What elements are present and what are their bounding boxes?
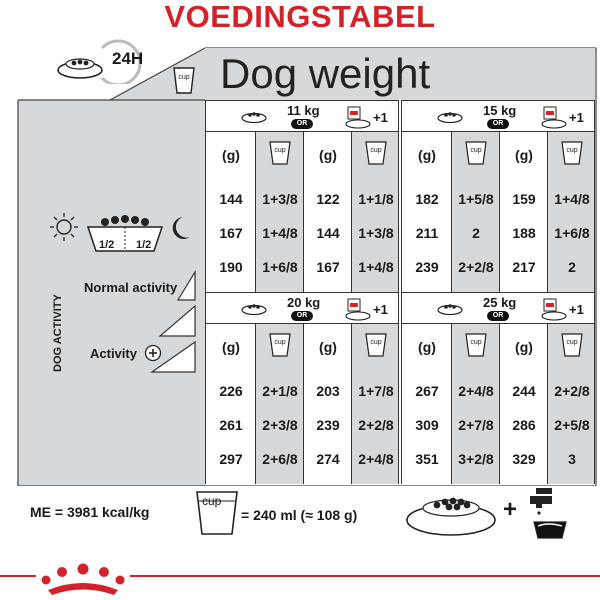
table-cell: 2+6/8 — [262, 451, 298, 467]
weight-value: 20 kg — [287, 295, 321, 310]
svg-text:cup: cup — [470, 147, 482, 154]
grams-header: (g) — [515, 147, 533, 163]
table-cell: 122 — [316, 191, 340, 207]
table-cell: 3 — [568, 451, 576, 467]
svg-text:cup: cup — [566, 339, 578, 346]
table-cell: 1+5/8 — [458, 191, 494, 207]
table-border — [594, 132, 595, 292]
cups-column — [255, 132, 303, 292]
table-cell: 1+6/8 — [262, 259, 298, 275]
table-cell: 182 — [415, 191, 439, 207]
plus-sign: + — [503, 496, 518, 523]
plus-one-label: +1 — [569, 302, 584, 317]
table-cell: 1+3/8 — [262, 191, 298, 207]
grams-header: (g) — [418, 339, 436, 355]
table-cell: 2 — [472, 225, 480, 241]
table-cell: 351 — [415, 451, 439, 467]
table-cell: 2+2/8 — [358, 417, 394, 433]
svg-text:cup: cup — [274, 339, 286, 346]
food-bowl-icon — [50, 34, 170, 84]
activity-label: Activity — [90, 346, 137, 361]
cups-column — [547, 132, 595, 292]
grams-column — [499, 132, 547, 292]
grams-column — [401, 324, 451, 484]
measuring-cup-icon — [364, 332, 388, 358]
table-cell: 188 — [512, 225, 536, 241]
measuring-cup-icon — [560, 332, 584, 358]
grams-header: (g) — [418, 147, 436, 163]
weight-value: 25 kg — [483, 295, 517, 310]
water-tap-icon — [528, 486, 574, 542]
period-label: 24H — [112, 49, 144, 68]
grams-header: (g) — [319, 339, 337, 355]
energy-label: ME = 3981 kcal/kg — [30, 504, 150, 520]
cups-column — [547, 324, 595, 484]
table-cell: 286 — [512, 417, 536, 433]
day-night-icons — [50, 205, 200, 265]
crown-logo — [36, 560, 130, 596]
footer-cup-label: cup — [202, 494, 222, 508]
plus-one-label: +1 — [373, 110, 388, 125]
table-cell: 2+2/8 — [458, 259, 494, 275]
table-cell: 1+7/8 — [358, 383, 394, 399]
table-cell: 203 — [316, 383, 340, 399]
measuring-cup-icon — [364, 140, 388, 166]
food-bowl-icon — [407, 498, 495, 535]
table-cell: 2+3/8 — [262, 417, 298, 433]
table-cell: 190 — [219, 259, 243, 275]
table-cell: 167 — [219, 225, 243, 241]
table-cell: 144 — [316, 225, 340, 241]
table-cell: 2+4/8 — [358, 451, 394, 467]
table-border — [398, 324, 399, 484]
or-badge: OR — [291, 119, 313, 129]
measuring-cup-icon — [464, 332, 488, 358]
measuring-cup-icon — [268, 332, 292, 358]
table-cell: 1+6/8 — [554, 225, 590, 241]
half-left-label: 1/2 — [99, 239, 115, 251]
table-cell: 167 — [316, 259, 340, 275]
plus-one-label: +1 — [569, 110, 584, 125]
measuring-cup-icon — [560, 140, 584, 166]
grams-header: (g) — [222, 339, 240, 355]
measuring-cup-icon — [268, 140, 292, 166]
plus-one-label: +1 — [373, 302, 388, 317]
table-cell: 261 — [219, 417, 243, 433]
table-cell: 267 — [415, 383, 439, 399]
table-cell: 239 — [316, 417, 340, 433]
dog-activity-label: DOG ACTIVITY — [52, 294, 64, 372]
grams-header: (g) — [222, 147, 240, 163]
dog-weight-heading: Dog weight — [220, 50, 431, 97]
cups-column — [451, 132, 499, 292]
table-cell: 297 — [219, 451, 243, 467]
table-cell: 244 — [512, 383, 536, 399]
measuring-cup-icon — [171, 65, 197, 95]
table-cell: 1+4/8 — [262, 225, 298, 241]
food-bowl-icon — [436, 302, 464, 316]
svg-text:cup: cup — [370, 147, 382, 154]
table-cell: 2+4/8 — [458, 383, 494, 399]
weight-value: 15 kg — [483, 103, 517, 118]
table-cell: 239 — [415, 259, 439, 275]
grams-column — [401, 132, 451, 292]
sun-icon — [50, 213, 78, 241]
table-cell: 2+7/8 — [458, 417, 494, 433]
grams-column — [303, 324, 351, 484]
or-badge: OR — [487, 311, 509, 321]
table-cell: 309 — [415, 417, 439, 433]
or-badge: OR — [487, 119, 509, 129]
wet-food-pouch-icon — [344, 105, 374, 129]
table-cell: 1+1/8 — [358, 191, 394, 207]
weight-value: 11 kg — [287, 103, 320, 118]
table-border — [398, 132, 399, 292]
cups-column — [255, 324, 303, 484]
table-cell: 2+5/8 — [554, 417, 590, 433]
measuring-cup-icon — [464, 140, 488, 166]
wet-food-pouch-icon — [540, 297, 570, 321]
table-cell: 329 — [512, 451, 536, 467]
grams-column — [205, 324, 255, 484]
table-cell: 144 — [219, 191, 243, 207]
svg-text:cup: cup — [566, 147, 578, 154]
food-bowl-icon — [436, 110, 464, 124]
or-badge: OR — [291, 311, 313, 321]
svg-text:cup: cup — [274, 147, 286, 154]
table-cell: 1+4/8 — [358, 259, 394, 275]
table-cell: 1+3/8 — [358, 225, 394, 241]
food-bowl-icon — [240, 302, 268, 316]
svg-text:cup: cup — [178, 74, 190, 81]
table-cell: 2+1/8 — [262, 383, 298, 399]
page-title: VOEDINGSTABEL — [164, 0, 436, 34]
grams-header: (g) — [319, 147, 337, 163]
grams-header: (g) — [515, 339, 533, 355]
table-cell: 1+4/8 — [554, 191, 590, 207]
table-cell: 217 — [512, 259, 536, 275]
wet-food-pouch-icon — [344, 297, 374, 321]
grams-column — [205, 132, 255, 292]
table-cell: 226 — [219, 383, 243, 399]
wet-food-pouch-icon — [540, 105, 570, 129]
normal-activity-label: Normal activity — [84, 280, 178, 295]
table-cell: 211 — [415, 225, 439, 241]
food-bowl-icon — [240, 110, 268, 124]
table-cell: 2+2/8 — [554, 383, 590, 399]
cup-equivalence: = 240 ml (≈ 108 g) — [241, 507, 358, 523]
plus-circle-icon — [144, 344, 162, 362]
half-right-label: 1/2 — [136, 239, 152, 251]
table-cell: 159 — [512, 191, 536, 207]
cups-column — [351, 324, 399, 484]
svg-text:cup: cup — [370, 339, 382, 346]
grams-column — [303, 132, 351, 292]
cups-column — [351, 132, 399, 292]
grams-column — [499, 324, 547, 484]
moon-icon — [173, 217, 190, 239]
table-cell: 2 — [568, 259, 576, 275]
svg-text:cup: cup — [470, 339, 482, 346]
table-cell: 3+2/8 — [458, 451, 494, 467]
table-cell: 274 — [316, 451, 340, 467]
table-border — [594, 324, 595, 484]
cups-column — [451, 324, 499, 484]
